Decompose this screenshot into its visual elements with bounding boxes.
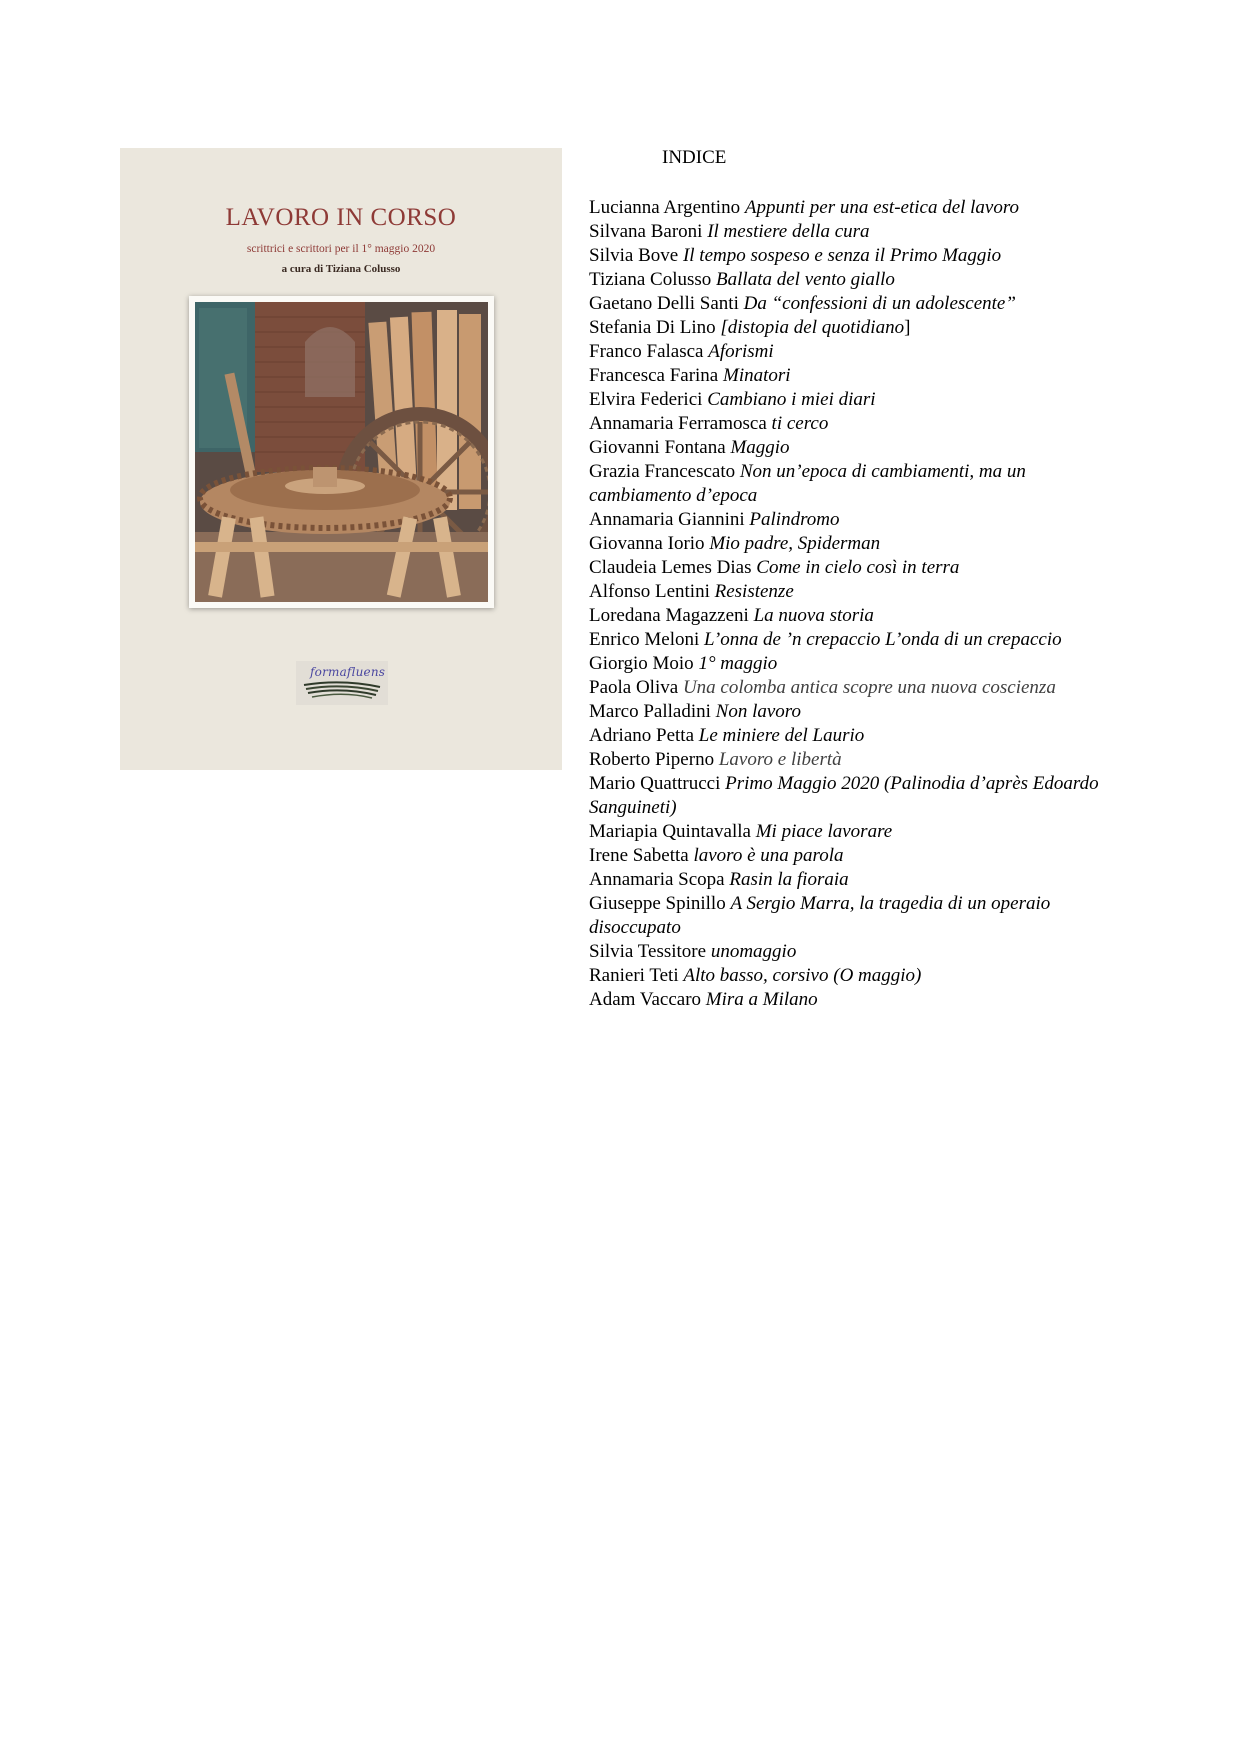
entry-title: L’onna de ’n crepaccio L’onda di un crepaccio: [704, 629, 1062, 650]
entry-author: Franco Falasca: [589, 341, 704, 362]
entry-title: Alto basso, corsivo (O maggio): [683, 965, 922, 986]
entry-title: Resistenze: [714, 581, 794, 602]
index-entry: [589, 244, 1129, 268]
entry-author: Ranieri Teti: [589, 965, 679, 986]
publisher-name: formafluens: [310, 665, 386, 679]
index-entry: [589, 748, 1129, 772]
entry-title: Una colomba antica scopre una nuova coscienza: [682, 677, 1056, 698]
index-entry: [589, 940, 1129, 964]
entry-title: Come in cielo così in terra: [756, 557, 960, 578]
entry-author: Loredana Magazzeni: [589, 605, 749, 626]
entry-title: Mira a Milano: [705, 989, 818, 1010]
publisher-logo: [296, 661, 388, 705]
cover-title: LAVORO IN CORSO: [225, 204, 457, 231]
index-entry: [589, 316, 1129, 340]
entry-author: Tiziana Colusso: [589, 269, 712, 290]
index-entry: [589, 532, 1129, 556]
entry-author: Annamaria Giannini: [589, 509, 745, 530]
index-entry: [589, 196, 1129, 220]
index-entry: [589, 412, 1129, 436]
entry-title: [distopia del quotidiano: [720, 317, 905, 338]
index-entry: [589, 268, 1129, 292]
cover-photo-frame: [189, 296, 494, 608]
index-entry: [589, 700, 1129, 724]
entry-title: Primo Maggio 2020 (Palinodia d’après Edoardo Sanguineti): [589, 773, 1099, 818]
index-entry: [589, 892, 1129, 940]
index-entry: [589, 964, 1129, 988]
entry-title: Palindromo: [749, 509, 840, 530]
entry-title: unomaggio: [710, 941, 797, 962]
entry-title: lavoro è una parola: [693, 845, 844, 866]
entry-author: Grazia Francescato: [589, 461, 736, 482]
entry-author: Annamaria Scopa: [589, 869, 725, 890]
entry-author: Francesca Farina: [589, 365, 719, 386]
entry-title: Cambiano i miei diari: [707, 389, 876, 410]
entry-author: Mario Quattrucci: [589, 773, 721, 794]
entry-author: Giuseppe Spinillo: [589, 893, 726, 914]
cover-editor: a cura di Tiziana Colusso: [281, 263, 401, 275]
entry-author: Alfonso Lentini: [589, 581, 710, 602]
entry-author: Elvira Federici: [589, 389, 703, 410]
entry-title: 1° maggio: [698, 653, 778, 674]
entry-author: Marco Palladini: [589, 701, 711, 722]
entry-author: Lucianna Argentino: [589, 197, 741, 218]
entry-author: Adriano Petta: [589, 725, 695, 746]
entry-title: Da “confessioni di un adolescente”: [743, 293, 1016, 314]
entry-title: Non un’epoca di cambiamenti, ma un cambiamento d’epoca: [589, 461, 1026, 506]
entry-author: Claudeia Lemes Dias: [589, 557, 752, 578]
cover-subtitle: scrittrici e scrittori per il 1° maggio 2020: [246, 243, 436, 255]
entry-title: Aforismi: [708, 341, 774, 362]
entry-title: Mio padre, Spiderman: [709, 533, 881, 554]
index-entry: [589, 508, 1129, 532]
index-entry: [589, 460, 1129, 508]
index-entry: [589, 652, 1129, 676]
entry-author: Gaetano Delli Santi: [589, 293, 739, 314]
entry-author: Giovanna Iorio: [589, 533, 705, 554]
entry-title: Ballata del vento giallo: [716, 269, 895, 290]
index-entry: [589, 436, 1129, 460]
entry-author: Roberto Piperno: [589, 749, 719, 770]
index-entry: [589, 220, 1129, 244]
entry-title: Mi piace lavorare: [755, 821, 893, 842]
book-cover: [120, 148, 562, 770]
entry-author: Irene Sabetta: [589, 845, 689, 866]
entry-title: La nuova storia: [753, 605, 874, 626]
index-entry: [589, 628, 1129, 652]
entry-title: Maggio: [730, 437, 790, 458]
entry-title: Rasin la fioraia: [729, 869, 849, 890]
index-entry: [589, 844, 1129, 868]
entry-author: Enrico Meloni: [589, 629, 700, 650]
index-entry: [589, 820, 1129, 844]
entry-title: Le miniere del Laurio: [698, 725, 865, 746]
entry-title: Minatori: [723, 365, 791, 386]
index-list: [589, 196, 1129, 1012]
index-heading: INDICE: [662, 147, 727, 168]
index-entry: [589, 556, 1129, 580]
publisher-swoosh-icon: [302, 677, 382, 701]
index-entry: [589, 580, 1129, 604]
index-entry: [589, 988, 1129, 1012]
entry-title: Appunti per una est-etica del lavoro: [744, 197, 1020, 218]
index-entry: [589, 604, 1129, 628]
cover-photo-workshop-gears: [195, 302, 488, 602]
entry-author: Giovanni Fontana: [589, 437, 726, 458]
entry-author: Silvia Bove: [589, 245, 679, 266]
entry-bracket: ]: [904, 317, 911, 338]
index-entry: [589, 292, 1129, 316]
entry-author: Annamaria Ferramosca: [589, 413, 767, 434]
entry-title: ti cerco: [771, 413, 829, 434]
entry-author: Mariapia Quintavalla: [589, 821, 751, 842]
entry-author: Giorgio Moio: [589, 653, 694, 674]
index-entry: [589, 868, 1129, 892]
entry-author: Silvana Baroni: [589, 221, 703, 242]
index-entry: [589, 364, 1129, 388]
entry-title: A Sergio Marra, la tragedia di un operaio disoccupato: [589, 893, 1051, 938]
entry-title: Il tempo sospeso e senza il Primo Maggio: [682, 245, 1002, 266]
index-entry: [589, 340, 1129, 364]
entry-title: Non lavoro: [715, 701, 801, 722]
entry-author: Adam Vaccaro: [589, 989, 702, 1010]
entry-title: Lavoro e libertà: [718, 749, 842, 770]
entry-author: Silvia Tessitore: [589, 941, 707, 962]
index-entry: [589, 676, 1129, 700]
entry-author: Paola Oliva: [589, 677, 679, 698]
entry-title: Il mestiere della cura: [707, 221, 870, 242]
entry-author: Stefania Di Lino: [589, 317, 721, 338]
index-entry: [589, 388, 1129, 412]
index-entry: [589, 772, 1129, 820]
index-entry: [589, 724, 1129, 748]
